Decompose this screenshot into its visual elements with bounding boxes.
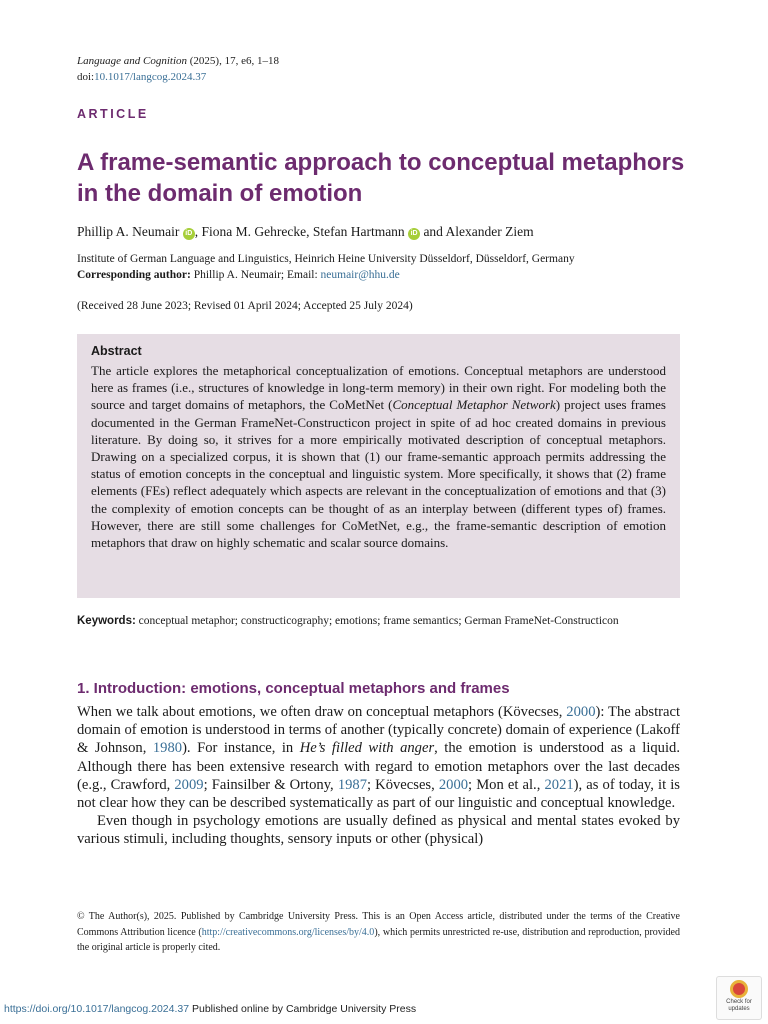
- badge-line-2: updates: [728, 1006, 750, 1012]
- license-text-2: ), which permits unrestricted re-use, distribution and reproduction, provided the original article is properly cited.: [77, 926, 680, 953]
- author-list: [77, 222, 534, 242]
- citation-link[interactable]: 2000: [438, 776, 469, 793]
- author-neumair: Phillip A. Neumair: [77, 224, 180, 239]
- section-heading: 1. Introduction: emotions, conceptual metaphors and frames: [77, 680, 510, 697]
- abstract-italic: Conceptual Metaphor Network: [392, 397, 556, 413]
- journal-name: Language and Cognition: [77, 55, 188, 67]
- article-type-label: ARTICLE: [77, 107, 149, 121]
- orcid-icon[interactable]: iD: [408, 228, 420, 240]
- footer-doi-link[interactable]: https://doi.org/10.1017/langcog.2024.37: [4, 1003, 190, 1015]
- corresponding-author-label: Corresponding author:: [77, 269, 191, 281]
- doi-prefix: doi:: [77, 71, 95, 83]
- license-notice: [77, 909, 680, 956]
- orcid-icon[interactable]: iD: [183, 228, 195, 240]
- license-text-1: © The Author(s), 2025. Published by Cambridge University Press. This is an Open Access article, distributed under the terms of the Creative Commons Attribution licence (: [77, 911, 680, 938]
- footer-published: Published online by Cambridge University Press: [189, 1003, 417, 1015]
- keywords-label: Keywords:: [77, 615, 136, 627]
- body-text: [77, 703, 680, 849]
- paragraph: When we talk about emotions, we often draw on conceptual metaphors (Kövecses, 2000): The abstract domain of emotion is understood in terms of another (typically concrete) domain of experience (Lakoff & Johnson, 1980). For instance, in He’s filled with anger, the emotion is understood as a liquid. Although there has been extensive research with regard to emotion metaphors over the last decades (e.g., Crawford, 2009; Fainsilber & Ortony, 1987; Kövecses, 2000; Mon et al., 2021), as of today, it is not clear how they can be described systematically as part of our linguistic and conceptual knowledge.: [77, 704, 680, 812]
- received-dates: (Received 28 June 2023; Revised 01 April 2024; Accepted 25 July 2024): [77, 300, 413, 312]
- journal-citation: [77, 53, 279, 85]
- author-ziem: and Alexander Ziem: [420, 224, 534, 239]
- crossmark-icon: [730, 980, 748, 998]
- abstract-part-2: ) project uses frames documented in the German FrameNet-Constructicon project in spite of ad hoc created domains in previous literature. By doing so, it strives for a more empirically motivated description of conceptual metaphors. Drawing on a specialized corpus, it is shown that (1) our frame-semantic approach permits addressing the status of emotion concepts in the conceptual and linguistic system. More specifically, it shows that (2) frame elements (FEs) reflect adequately which aspects are relevant in the conceptualization of emotions and that (3) the complexity of emotion concepts can be thought of as an interplay between (different types of) frames. However, there are still some challenges for CoMetNet, e.g., the frame-semantic description of emotion metaphors that draw on highly schematic and scalar source domains.: [91, 397, 666, 551]
- badge-line-1: Check for: [726, 999, 752, 1005]
- paragraph: Even though in psychology emotions are usually defined as physical and mental states evoked by various stimuli, including thoughts, sensory inputs or other (physical): [77, 813, 680, 848]
- email-link[interactable]: neumair@hhu.de: [320, 269, 400, 281]
- affiliation-block: [77, 251, 697, 283]
- journal-details: (2025), 17, e6, 1–18: [187, 55, 279, 67]
- citation-link[interactable]: 1987: [337, 776, 368, 793]
- citation-link[interactable]: 2009: [174, 776, 204, 793]
- license-link[interactable]: http://creativecommons.org/licenses/by/4.0: [201, 926, 375, 938]
- abstract-text: [91, 362, 666, 551]
- keywords: [77, 613, 680, 629]
- article-title: A frame-semantic approach to conceptual metaphors in the domain of emotion: [77, 149, 685, 207]
- citation-link[interactable]: 2000: [566, 704, 596, 720]
- corresponding-author-text: Phillip A. Neumair; Email:: [190, 269, 321, 281]
- affiliation-institute: Institute of German Language and Linguistics, Heinrich Heine University Düsseldorf, Düsseldorf, Germany: [77, 253, 575, 265]
- author-gehrecke-hartmann: , Fiona M. Gehrecke, Stefan Hartmann: [194, 224, 405, 239]
- citation-link[interactable]: 1980: [152, 740, 183, 757]
- abstract-part-1: The article explores the metaphorical conceptualization of emotions. Conceptual metaphors are understood here as frames (i.e., structures of knowledge in long-term memory) in their own right. For modeling both the source and target domains of metaphors, the CoMetNet (: [91, 363, 666, 413]
- check-for-updates-badge[interactable]: [716, 976, 762, 1020]
- citation-link[interactable]: 2021: [544, 776, 574, 793]
- doi-link[interactable]: 10.1017/langcog.2024.37: [94, 71, 207, 83]
- page-footer: [4, 1003, 416, 1015]
- abstract-heading: Abstract: [91, 344, 142, 358]
- example-italic: He’s filled with anger: [299, 740, 435, 757]
- keywords-text: conceptual metaphor; constructicography; emotions; frame semantics; German FrameNet-Constructicon: [135, 615, 619, 627]
